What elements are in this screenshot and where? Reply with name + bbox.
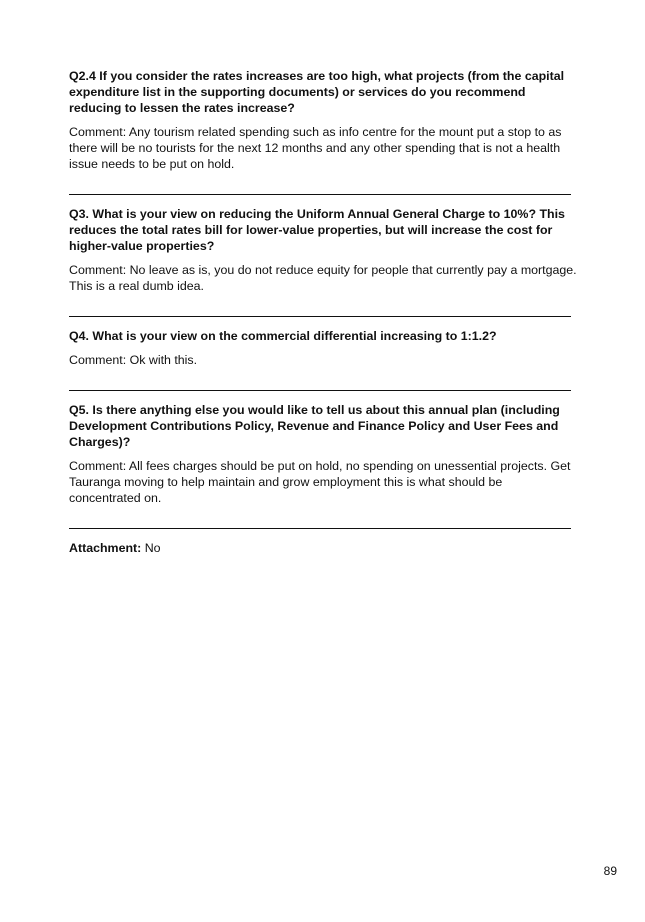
- question-q5: Q5. Is there anything else you would like to tell us about this annual plan (including Development Contributions Policy, Revenue and Finance Policy and User Fees and Charges)?: [69, 403, 560, 449]
- comment-q2-4: Comment: Any tourism related spending such as info centre for the mount put a stop to as there will be no tourists for the next 12 months and any other spending that is not a health issue needs to be put on hold.: [69, 125, 562, 171]
- question-q2-4: Q2.4 If you consider the rates increases are too high, what projects (from the capital expenditure list in the supporting documents) or services do you recommend reducing to lessen the rates increase?: [69, 69, 565, 115]
- question-q3: Q3. What is your view on reducing the Uniform Annual General Charge to 10%? This reduces the total rates bill for lower-value properties, but will increase the cost for higher-value properties?: [69, 207, 565, 253]
- comment-q4: Comment: Ok with this.: [69, 353, 198, 367]
- attachment-line: [69, 540, 577, 556]
- comment-q5: Comment: All fees charges should be put on hold, no spending on unessential projects. Get Tauranga moving to help maintain and grow employment this is what should be concentrated on.: [69, 459, 571, 505]
- document-body: [69, 68, 577, 556]
- section-divider: [69, 316, 571, 317]
- question-q4: Q4. What is your view on the commercial differential increasing to 1:1.2?: [69, 329, 497, 343]
- section-divider: [69, 528, 571, 529]
- section-divider: [69, 390, 571, 391]
- attachment-label: Attachment:: [69, 541, 142, 555]
- page-number: 89: [603, 864, 617, 878]
- section-divider: [69, 194, 571, 195]
- comment-q3: Comment: No leave as is, you do not reduce equity for people that currently pay a mortgage. This is a real dumb idea.: [69, 263, 577, 293]
- attachment-value: No: [144, 541, 161, 555]
